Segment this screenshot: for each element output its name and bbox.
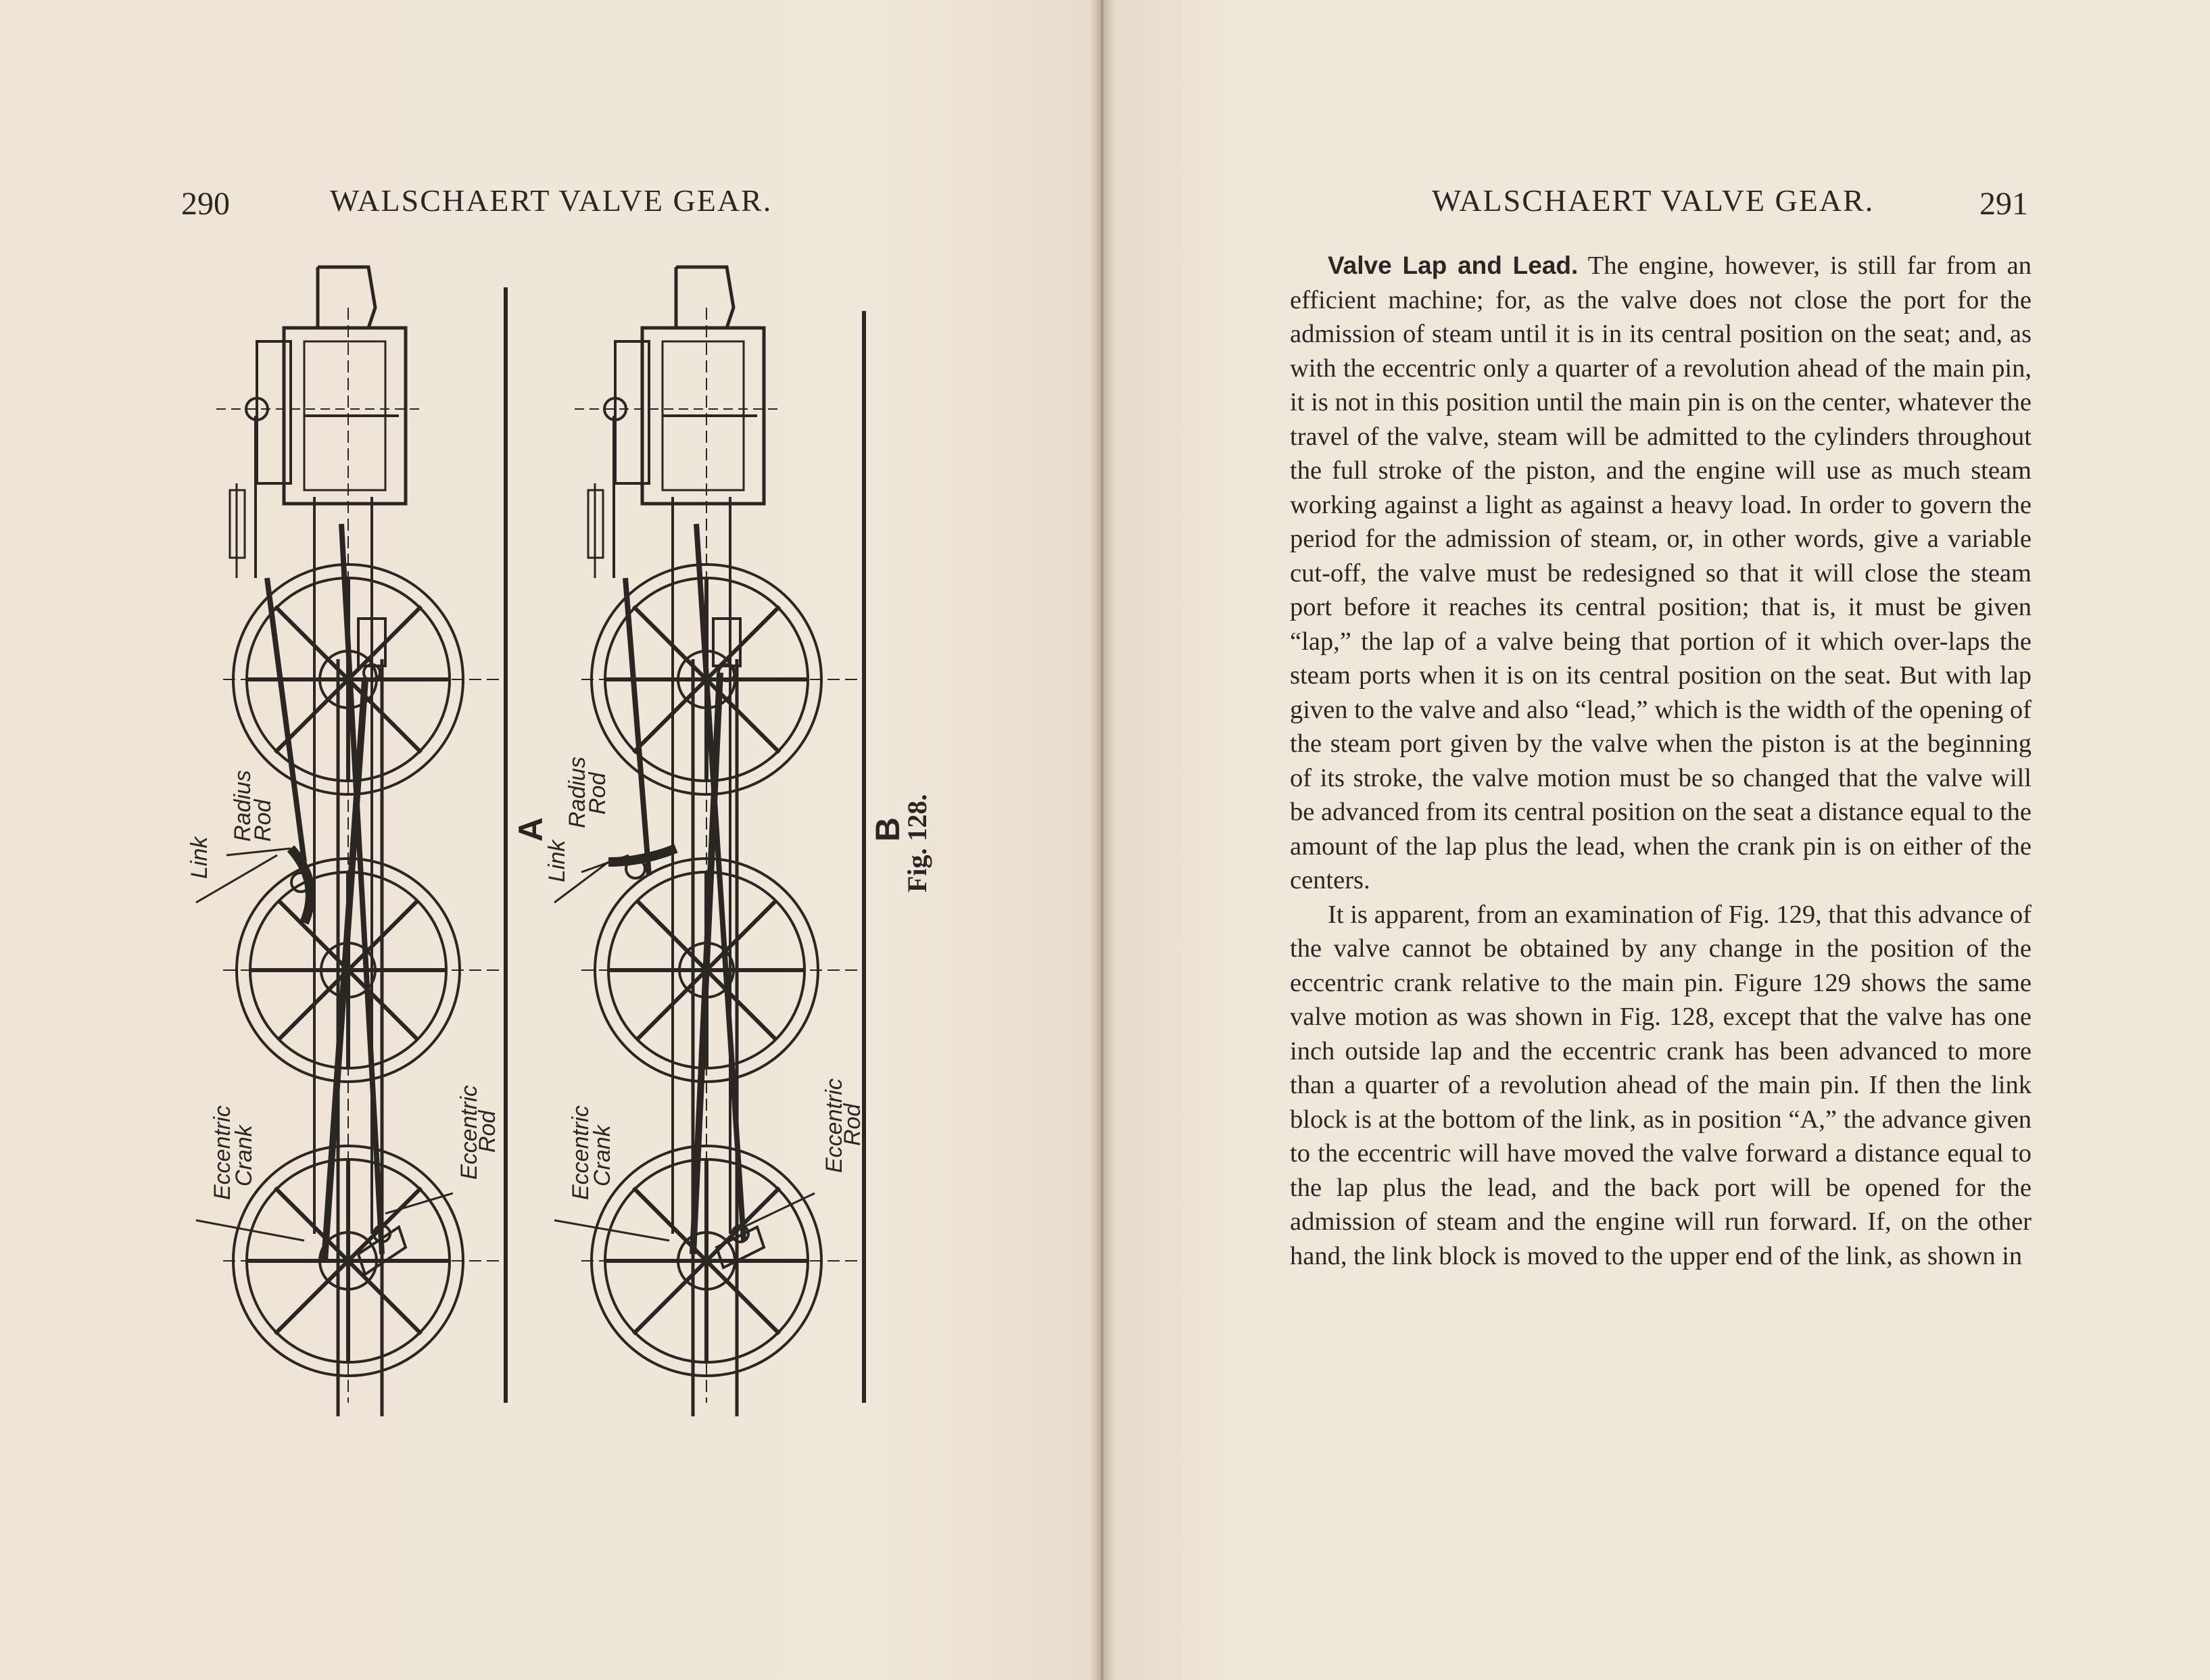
left-running-head: WALSCHAERT VALVE GEAR.: [330, 183, 773, 218]
left-page-number: 290: [181, 186, 230, 222]
view-label-a: A: [512, 817, 550, 842]
right-page-number: 291: [1979, 186, 2028, 222]
label-rod-b: Rod: [840, 1103, 865, 1146]
paragraph-2-text: It is apparent, from an examination of Fig. 129, that this advance of the valve cannot be obtained by any change in the position of the eccentric crank relative to the main pin. Figure 129 shows the same valve motion as was shown in Fig. 128, except that the valve has one inch outside lap and the eccentric crank has been advanced to more than a quarter of a revolution ahead of the main pin. If then the link block is at the bottom of the link, as in position “A,” the advance given to the eccentric will have moved the valve forward a distance equal to the lap plus the lead, and the back port will be opened for the admission of steam and the engine will run forward. If, on the other hand, the link block is moved to the upper end of the link, as shown in: [1290, 900, 2032, 1270]
figure-128-valve-gear-diagram: [187, 254, 960, 1433]
figure-caption: Fig. 128.: [902, 794, 932, 892]
label-crank-b: Crank: [590, 1125, 615, 1186]
label-eccentric-rod-a: Eccentric: [456, 1085, 482, 1180]
paragraph-2: [1290, 898, 2032, 1274]
label-radius-b: Radius: [564, 757, 590, 828]
label-eccentric-rod-b: Eccentric: [821, 1078, 847, 1173]
label-eccentric-crank-a: Eccentric: [210, 1105, 235, 1200]
label-radius-rod-b: Rod: [585, 772, 610, 815]
view-b-drawing: [554, 267, 864, 1416]
label-eccentric-crank-b: Eccentric: [568, 1105, 594, 1200]
label-radius-a: Radius: [230, 770, 256, 842]
body-text: [1290, 249, 2032, 1273]
label-link-a: Link: [187, 836, 212, 879]
paragraph-1-text: The engine, however, is still far from an efficient machine; for, as the valve does not close the port for the admission of steam until it is in its central position on the seat; and, as with the eccentric only a quarter of a revolution ahead of the main pin, it is not in this position until the main pin is on the center, whatever the travel of the valve, steam will be admitted to the cylinders throughout the full stroke of the piston, and the engine will use as much steam working against a light as against a heavy load. In order to govern the period for the admission of steam, or, in other words, give a variable cut-off, the valve must be redesigned so that it will close the steam port before it reaches its central position; that is, it must be given “lap,” the lap of a valve being that portion of it which over-laps the steam ports when it is on its central position on the seat. But with lap given to the valve and also “lead,” which is the width of the opening of the steam port given by the valve when the piston is at the beginning of its stroke, the valve motion must be so changed that the valve will be advanced from its central position on the seat a distance equal to the amount of the lap plus the lead, when the crank pin is on either of the centers.: [1290, 251, 2032, 894]
book-gutter: [1090, 0, 1114, 1680]
right-running-head: WALSCHAERT VALVE GEAR.: [1432, 183, 1875, 218]
label-crank-a: Crank: [231, 1125, 257, 1186]
label-rod-a: Rod: [475, 1110, 500, 1153]
view-label-b: B: [869, 817, 907, 842]
section-lead-in: Valve Lap and Lead.: [1328, 251, 1579, 279]
label-radius-rod-a: Rod: [250, 799, 276, 842]
label-link-b: Link: [544, 840, 570, 882]
paragraph-1: [1290, 249, 2032, 898]
